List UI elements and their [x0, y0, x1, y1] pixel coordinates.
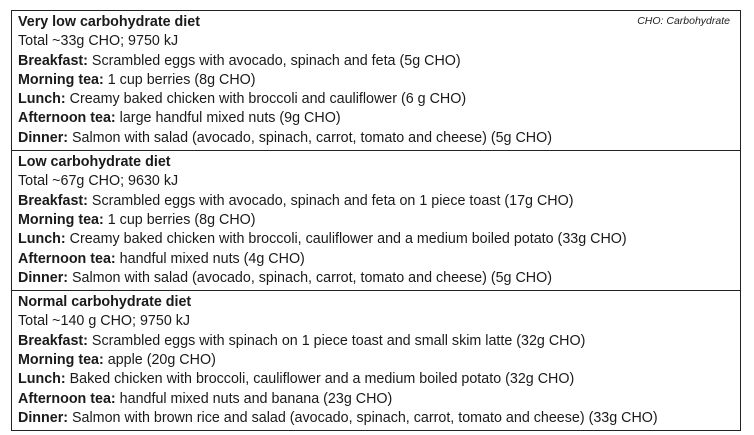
meal-morning-tea [18, 351, 740, 370]
meal-lunch [18, 230, 740, 249]
meal-text: Scrambled eggs with avocado, spinach and feta on 1 piece toast (17g CHO) [87, 192, 574, 209]
meal-text: Creamy baked chicken with broccoli, cauliflower and a medium boiled potato (33g CHO) [65, 231, 627, 248]
diet-section-low [12, 150, 740, 290]
meal-afternoon-tea [18, 390, 740, 409]
meal-label: Dinner: [18, 269, 69, 286]
section-total: Total ~67g CHO; 9630 kJ [18, 173, 179, 190]
meal-text: handful mixed nuts and banana (23g CHO) [115, 390, 393, 407]
meal-afternoon-tea [18, 250, 740, 269]
meal-text: Salmon with salad (avocado, spinach, carrot, tomato and cheese) (5g CHO) [68, 269, 552, 286]
meal-text: handful mixed nuts (4g CHO) [115, 250, 305, 267]
abbreviation-note: CHO: Carbohydrate [637, 15, 730, 27]
meal-label: Morning tea: [18, 352, 104, 369]
diet-table [11, 10, 741, 431]
meal-label: Afternoon tea: [18, 390, 116, 407]
meal-text: apple (20g CHO) [103, 352, 216, 369]
meal-text: 1 cup berries (8g CHO) [103, 211, 256, 228]
meal-text: large handful mixed nuts (9g CHO) [115, 110, 341, 127]
meal-text: Scrambled eggs with avocado, spinach and feta (5g CHO) [87, 52, 461, 69]
meal-text: 1 cup berries (8g CHO) [103, 71, 256, 88]
section-total: Total ~33g CHO; 9750 kJ [18, 33, 179, 50]
meal-label: Afternoon tea: [18, 250, 116, 267]
meal-label: Lunch: [18, 231, 66, 248]
meal-lunch [18, 90, 740, 109]
section-title: Normal carbohydrate diet [18, 294, 192, 311]
meal-label: Breakfast: [18, 332, 88, 349]
meal-text: Baked chicken with broccoli, cauliflower and a medium boiled potato (32g CHO) [65, 371, 575, 388]
meal-text: Salmon with brown rice and salad (avocado, spinach, carrot, tomato and cheese) (33g CHO) [68, 409, 658, 426]
meal-label: Breakfast: [18, 192, 88, 209]
meal-label: Morning tea: [18, 211, 104, 228]
meal-morning-tea [18, 211, 740, 230]
meal-breakfast [18, 332, 740, 351]
meal-label: Dinner: [18, 409, 69, 426]
meal-morning-tea [18, 71, 740, 90]
meal-label: Afternoon tea: [18, 110, 116, 127]
meal-text: Salmon with salad (avocado, spinach, carrot, tomato and cheese) (5g CHO) [68, 129, 552, 146]
meal-label: Lunch: [18, 91, 66, 108]
section-title: Low carbohydrate diet [18, 154, 171, 171]
meal-lunch [18, 370, 740, 389]
meal-dinner [18, 409, 740, 428]
meal-dinner [18, 129, 740, 148]
meal-afternoon-tea [18, 109, 740, 128]
meal-label: Dinner: [18, 129, 69, 146]
meal-text: Creamy baked chicken with broccoli and cauliflower (6 g CHO) [65, 91, 467, 108]
section-title: Very low carbohydrate diet [18, 14, 200, 30]
meal-dinner [18, 269, 740, 288]
section-total: Total ~140 g CHO; 9750 kJ [18, 313, 191, 330]
meal-breakfast [18, 52, 740, 71]
meal-text: Scrambled eggs with spinach on 1 piece toast and small skim latte (32g CHO) [87, 332, 586, 349]
meal-label: Breakfast: [18, 52, 88, 69]
meal-label: Morning tea: [18, 71, 104, 88]
meal-label: Lunch: [18, 371, 66, 388]
diet-section-very-low [12, 11, 740, 150]
diet-section-normal [12, 290, 740, 430]
meal-breakfast [18, 192, 740, 211]
